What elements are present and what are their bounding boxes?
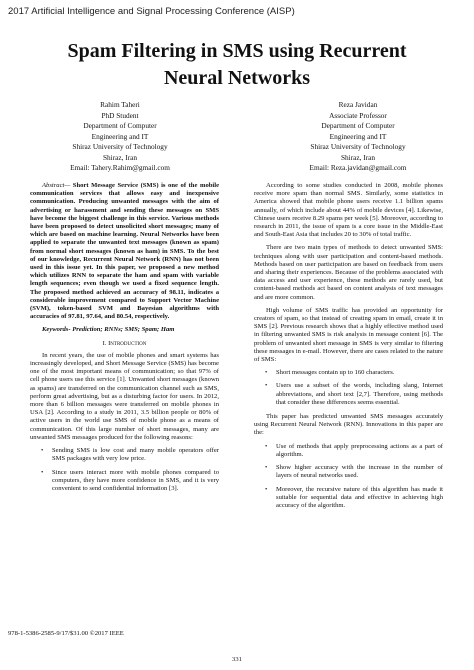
conference-header: 2017 Artificial Intelligence and Signal Processing Conference (AISP) xyxy=(8,6,295,17)
right-column xyxy=(254,182,443,516)
author-block-2 xyxy=(268,100,448,174)
abstract xyxy=(30,182,219,321)
author-1-dept2: Engineering and IT xyxy=(91,131,149,141)
page-number: 331 xyxy=(232,656,242,663)
keywords: Keywords- Prediction; RNNs; SMS; Spam; Ham xyxy=(42,326,175,334)
list-item: • Show higher accuracy with the increase in the number of layers of neural networks used. xyxy=(276,464,443,480)
paragraph: This paper has predicted unwanted SMS messages accurately using Recurrent Neural Network (RNN). Innovations in this paper are the: xyxy=(254,413,443,437)
paper-title xyxy=(0,38,474,92)
list-item: • Moreover, the recursive nature of this algorithm has made it suitable for sequential data and effective in achieving high accuracy of the algorithm. xyxy=(276,486,443,511)
paragraph: According to some studies conducted in 2008, mobile phones receive more spam than normal SMS. Similarly, some statistics in America showed that mobile phone users receive 1.1 billion spams annually, of which include about 44% of mobile devices [4]. Likewise, Chinese users receive 8.29 spams per week [5]. Moreover, according to research in 2011, the issue of spam is a core issue in the Middle-East and South-East Asia that includes 20 to 30% of total traffic. xyxy=(254,182,443,239)
innovations-list xyxy=(254,443,443,510)
paragraph: High volume of SMS traffic has provided an opportunity for creators of spam, so that instead of creating spam in email, create it in SMS [2]. Previous research shows that a highly effective method used in filtering unwanted SMS is risk analysis in message content [6]. The problem of unwanted short message in SMS is very similar to filtering these messages in e-mail. However, there are cases related to the nature of SMS: xyxy=(254,306,443,364)
list-item: • Use of methods that apply preprocessing actions as a part of algorithm. xyxy=(276,443,443,459)
sms-nature-list xyxy=(254,369,443,407)
abstract-label: Abstract— xyxy=(42,182,71,189)
list-item: • Short messages contain up to 160 characters. xyxy=(276,369,443,377)
author-2-position: Associate Professor xyxy=(329,110,387,120)
isbn-footer: 978-1-5386-2585-9/17/$31.00 ©2017 IEEE xyxy=(8,630,124,637)
author-1-position: PhD Student xyxy=(101,110,139,120)
reasons-list xyxy=(30,447,219,493)
author-2-dept2: Engineering and IT xyxy=(329,131,387,141)
left-column xyxy=(30,182,219,499)
list-item: • Since users interact more with mobile phones compared to computers, they have more confidence in SMS, and it is very convenient to send confidential information [3]. xyxy=(52,469,219,494)
title-line-2: Neural Networks xyxy=(163,67,311,89)
author-2-dept: Department of Computer xyxy=(321,121,395,130)
list-item: • Sending SMS is low cost and many mobile operators offer SMS packages with very low price. xyxy=(52,447,219,463)
list-item: • Users use a subset of the words, including slang, Internet abbreviations, and short text [2,7]. Therefore, using methods that consider these differences seems essential. xyxy=(276,382,443,407)
author-1-name: Rahim Taheri xyxy=(100,100,140,109)
author-block-1 xyxy=(30,100,210,174)
author-1-university: Shiraz University of Technology xyxy=(72,142,168,151)
author-2-email: Email: Reza.javidan@gmail.com xyxy=(309,163,407,172)
author-1-city: Shiraz, Iran xyxy=(102,152,138,162)
intro-paragraph: In recent years, the use of mobile phones and smart systems has increasingly developed, and Short Message Service (SMS) has become one of the most important means of communication; so that 97% of cell phone users use this service [1]. Unwanted short messages (known as spams) are transferred on the communication channel such as SMS, perform great advertising, but as a disturbing factor for users. In 2012, more than 6 billion messages were transferred on mobile phones in USA [2]. According to a study in 2011, 3.5 billion people or 80% of active users in the world use SMS of mobile phone as a means of communication. Of this large number of short messages, many are unwanted SMS messages produced for the following reasons: xyxy=(30,351,219,441)
author-2-university: Shiraz University of Technology xyxy=(310,142,406,151)
paragraph: There are two main types of methods to detect unwanted SMS: techniques along with user participation and content-based methods. Methods based on user participation are based on feedback from users and sharing their experiences. Because of the problems associated with data access and user experience, these methods are rarely used, but content-based methods act based on content analysis of text messages and are more common. xyxy=(254,244,443,301)
author-1-dept: Department of Computer xyxy=(83,121,157,130)
title-line-1: Spam Filtering in SMS using Recurrent xyxy=(67,40,407,62)
author-2-name: Reza Javidan xyxy=(338,100,378,109)
section-heading-introduction: I. Introduction xyxy=(102,339,147,347)
author-2-city: Shiraz, Iran xyxy=(340,152,376,162)
abstract-text: Short Message Service (SMS) is one of the mobile communication services that allows easy and inexpensive communication. Producing unwanted messages with the aim of advertising or harassment and sending these messages on SMS have become the biggest challenge in this service. Various methods have been proposed to detect unsolicited short messages; many of which are based on machine learning. Neural Networks have been applied to separate the unwanted text messages (known as spam) from normal short messages (known as ham) in SMS. To the best of our knowledge, Recurrent Neural Network (RNN) has not been used in this issue yet. In this paper, we proposed a new method which utilizes RNN to separate the ham and spam with variable length sequences; even though we used a fixed sequence length. The proposed method achieved an accuracy of 98.11, indicates a considerable improvement compared to Support Vector Machine (SVM), token-based SVM and Bayesian algorithms with accuracies of 97.81, 97.64, and 80.54, respectively. xyxy=(30,182,219,321)
author-1-email: Email: Tahery.Rahim@gmail.com xyxy=(70,163,170,172)
